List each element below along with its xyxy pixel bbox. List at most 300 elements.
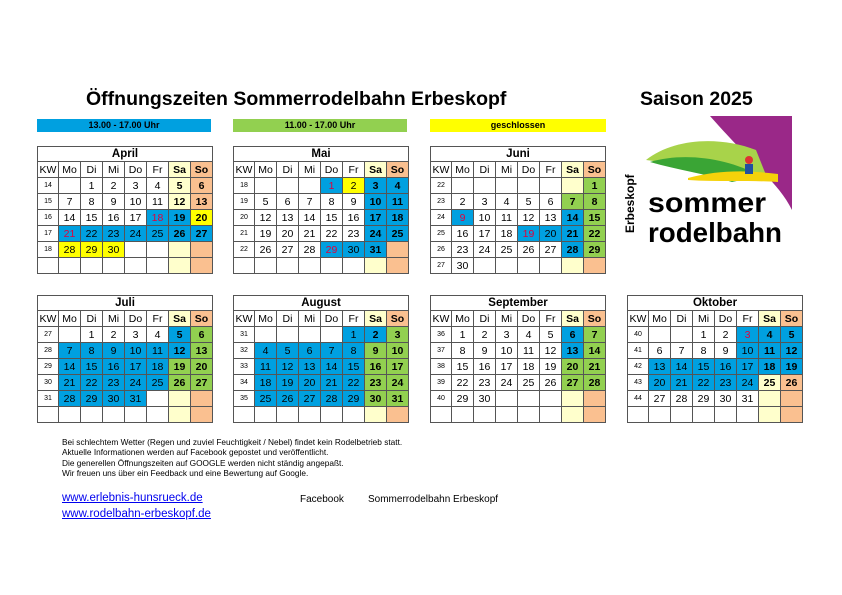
day-cell: 16 xyxy=(715,359,737,375)
day-cell: 19 xyxy=(540,359,562,375)
weekday-header: Fr xyxy=(147,162,169,178)
day-cell: 28 xyxy=(584,375,606,391)
weekday-header: Di xyxy=(474,162,496,178)
day-cell xyxy=(103,407,125,423)
weekday-header: Mo xyxy=(59,311,81,327)
weekday-header: Mi xyxy=(496,311,518,327)
month-name: Juni xyxy=(431,147,606,162)
day-cell: 16 xyxy=(103,359,125,375)
day-cell: 21 xyxy=(299,226,321,242)
weekday-header: Sa xyxy=(365,162,387,178)
weekday-header: Mo xyxy=(255,162,277,178)
week-number: 22 xyxy=(234,242,255,258)
day-cell: 15 xyxy=(81,210,103,226)
weekday-header: Fr xyxy=(343,311,365,327)
day-cell xyxy=(125,242,147,258)
week-row xyxy=(431,258,606,274)
week-number: 27 xyxy=(431,258,452,274)
weekday-header: KW xyxy=(38,162,59,178)
day-cell: 23 xyxy=(343,226,365,242)
day-cell: 12 xyxy=(255,210,277,226)
day-cell: 3 xyxy=(125,178,147,194)
note-line: Die generellen Öffnungszeiten auf GOOGLE werden nicht ständig angepaßt. xyxy=(62,457,344,468)
week-number: 16 xyxy=(38,210,59,226)
day-cell: 9 xyxy=(343,194,365,210)
day-cell: 21 xyxy=(584,359,606,375)
day-cell: 8 xyxy=(81,194,103,210)
day-cell: 16 xyxy=(474,359,496,375)
day-cell: 31 xyxy=(387,391,409,407)
day-cell: 31 xyxy=(125,391,147,407)
weekday-header: Sa xyxy=(562,311,584,327)
week-row xyxy=(38,194,213,210)
day-cell: 25 xyxy=(255,391,277,407)
day-cell: 13 xyxy=(299,359,321,375)
day-cell: 23 xyxy=(452,242,474,258)
week-number: 26 xyxy=(431,242,452,258)
day-cell: 29 xyxy=(321,242,343,258)
day-cell xyxy=(562,407,584,423)
week-number: 36 xyxy=(431,327,452,343)
day-cell: 19 xyxy=(169,210,191,226)
day-cell: 4 xyxy=(255,343,277,359)
day-cell: 24 xyxy=(474,242,496,258)
week-number: 34 xyxy=(234,375,255,391)
day-cell xyxy=(277,327,299,343)
day-cell: 13 xyxy=(649,359,671,375)
day-cell xyxy=(518,178,540,194)
day-cell xyxy=(387,258,409,274)
link-rodelbahn-erbeskopf[interactable]: www.rodelbahn-erbeskopf.de xyxy=(62,508,211,520)
week-number: 41 xyxy=(628,343,649,359)
week-number: 42 xyxy=(628,359,649,375)
day-cell: 30 xyxy=(452,258,474,274)
week-row xyxy=(234,359,409,375)
day-cell: 31 xyxy=(737,391,759,407)
day-cell xyxy=(781,391,803,407)
weekday-header: Mi xyxy=(299,311,321,327)
weekday-header: Fr xyxy=(540,162,562,178)
weekday-header: KW xyxy=(431,162,452,178)
day-cell: 14 xyxy=(562,210,584,226)
week-row xyxy=(628,359,803,375)
week-number: 29 xyxy=(38,359,59,375)
weekday-header: Mo xyxy=(452,311,474,327)
day-cell: 8 xyxy=(321,194,343,210)
week-row xyxy=(38,407,213,423)
month-table-oktober xyxy=(627,295,803,423)
day-cell: 8 xyxy=(81,343,103,359)
logo-text-line1: sommer xyxy=(648,187,767,218)
day-cell xyxy=(540,391,562,407)
day-cell xyxy=(277,178,299,194)
day-cell xyxy=(299,258,321,274)
day-cell xyxy=(474,407,496,423)
day-cell: 7 xyxy=(671,343,693,359)
legend-yellow: geschlossen xyxy=(430,119,606,132)
day-cell xyxy=(343,258,365,274)
day-cell: 9 xyxy=(103,343,125,359)
day-cell xyxy=(299,178,321,194)
day-cell: 1 xyxy=(343,327,365,343)
day-cell xyxy=(125,407,147,423)
day-cell xyxy=(125,258,147,274)
day-cell xyxy=(474,258,496,274)
day-cell: 27 xyxy=(299,391,321,407)
day-cell: 4 xyxy=(759,327,781,343)
info-notes xyxy=(62,437,402,478)
day-cell: 21 xyxy=(321,375,343,391)
week-row xyxy=(234,407,409,423)
day-cell: 25 xyxy=(147,226,169,242)
weekday-header: Di xyxy=(474,311,496,327)
day-cell: 7 xyxy=(299,194,321,210)
day-cell: 26 xyxy=(277,391,299,407)
day-cell xyxy=(518,407,540,423)
day-cell: 3 xyxy=(474,194,496,210)
day-cell: 2 xyxy=(452,194,474,210)
day-cell: 10 xyxy=(387,343,409,359)
weekday-header: So xyxy=(584,162,606,178)
day-cell: 7 xyxy=(59,194,81,210)
day-cell xyxy=(540,258,562,274)
weekday-header: Do xyxy=(125,162,147,178)
weekday-header: Do xyxy=(715,311,737,327)
week-number xyxy=(38,258,59,274)
day-cell xyxy=(584,407,606,423)
day-cell xyxy=(299,327,321,343)
week-number: 39 xyxy=(431,375,452,391)
logo-person-icon xyxy=(745,156,753,164)
day-cell: 18 xyxy=(147,210,169,226)
week-number: 18 xyxy=(234,178,255,194)
week-number: 38 xyxy=(431,359,452,375)
month-table-september xyxy=(430,295,606,423)
day-cell: 24 xyxy=(737,375,759,391)
week-row xyxy=(234,210,409,226)
day-cell xyxy=(255,178,277,194)
day-cell: 19 xyxy=(255,226,277,242)
day-cell xyxy=(387,407,409,423)
day-cell: 20 xyxy=(191,210,213,226)
week-row xyxy=(38,242,213,258)
day-cell: 2 xyxy=(103,178,125,194)
day-cell: 9 xyxy=(103,194,125,210)
day-cell: 29 xyxy=(584,242,606,258)
day-cell xyxy=(191,407,213,423)
day-cell: 5 xyxy=(781,327,803,343)
note-line: Bei schlechtem Wetter (Regen und zuviel Feuchtigkeit / Nebel) findet kein Rodelbetrieb statt. xyxy=(62,437,403,447)
week-row xyxy=(234,242,409,258)
day-cell: 7 xyxy=(321,343,343,359)
week-number: 27 xyxy=(38,327,59,343)
day-cell: 10 xyxy=(125,343,147,359)
weekday-header: So xyxy=(191,311,213,327)
day-cell: 11 xyxy=(496,210,518,226)
day-cell: 25 xyxy=(147,375,169,391)
day-cell: 13 xyxy=(540,210,562,226)
day-cell: 12 xyxy=(540,343,562,359)
day-cell xyxy=(562,391,584,407)
week-number: 40 xyxy=(431,391,452,407)
week-row xyxy=(431,327,606,343)
week-row xyxy=(38,359,213,375)
day-cell: 26 xyxy=(518,242,540,258)
day-cell xyxy=(255,258,277,274)
weekday-header: KW xyxy=(628,311,649,327)
day-cell xyxy=(562,178,584,194)
day-cell: 15 xyxy=(321,210,343,226)
day-cell: 22 xyxy=(81,226,103,242)
day-cell: 9 xyxy=(365,343,387,359)
facebook-page-name: Sommerrodelbahn Erbeskopf xyxy=(368,494,499,505)
week-row xyxy=(234,194,409,210)
week-row xyxy=(431,210,606,226)
week-number: 17 xyxy=(38,226,59,242)
day-cell: 5 xyxy=(169,178,191,194)
day-cell xyxy=(737,407,759,423)
day-cell xyxy=(518,258,540,274)
day-cell: 9 xyxy=(474,343,496,359)
day-cell: 13 xyxy=(277,210,299,226)
day-cell xyxy=(496,407,518,423)
weekday-header: Mo xyxy=(452,162,474,178)
day-cell xyxy=(496,391,518,407)
day-cell: 7 xyxy=(59,343,81,359)
day-cell: 28 xyxy=(562,242,584,258)
day-cell: 6 xyxy=(191,178,213,194)
day-cell: 12 xyxy=(781,343,803,359)
day-cell: 29 xyxy=(452,391,474,407)
day-cell: 9 xyxy=(452,210,474,226)
day-cell: 26 xyxy=(169,226,191,242)
note-line: Aktuelle Informationen werden auf Facebook gepostet und veröffentlicht. xyxy=(62,447,329,458)
weekday-header: KW xyxy=(431,311,452,327)
day-cell xyxy=(147,242,169,258)
day-cell: 6 xyxy=(649,343,671,359)
day-cell xyxy=(59,407,81,423)
day-cell xyxy=(759,407,781,423)
day-cell xyxy=(59,178,81,194)
week-row xyxy=(431,375,606,391)
weekday-header: Fr xyxy=(343,162,365,178)
month-name: Mai xyxy=(234,147,409,162)
day-cell: 23 xyxy=(103,226,125,242)
day-cell: 3 xyxy=(737,327,759,343)
day-cell: 20 xyxy=(562,359,584,375)
day-cell: 17 xyxy=(125,359,147,375)
day-cell xyxy=(671,327,693,343)
month-table-juni xyxy=(430,146,606,274)
day-cell xyxy=(277,258,299,274)
day-cell xyxy=(255,407,277,423)
day-cell xyxy=(321,258,343,274)
week-number: 44 xyxy=(628,391,649,407)
week-row xyxy=(431,178,606,194)
week-row xyxy=(234,343,409,359)
week-number: 33 xyxy=(234,359,255,375)
month-name: September xyxy=(431,296,606,311)
day-cell: 10 xyxy=(125,194,147,210)
day-cell: 20 xyxy=(299,375,321,391)
week-number xyxy=(234,258,255,274)
day-cell: 11 xyxy=(387,194,409,210)
day-cell: 2 xyxy=(343,178,365,194)
week-row xyxy=(431,242,606,258)
week-number: 37 xyxy=(431,343,452,359)
week-number: 40 xyxy=(628,327,649,343)
day-cell xyxy=(671,407,693,423)
day-cell: 29 xyxy=(81,391,103,407)
day-cell: 8 xyxy=(584,194,606,210)
weekday-header: Sa xyxy=(562,162,584,178)
day-cell xyxy=(81,407,103,423)
note-line: Wir freuen uns über ein Feedback und eine Bewertung auf Google. xyxy=(62,467,309,478)
day-cell xyxy=(496,178,518,194)
day-cell: 18 xyxy=(147,359,169,375)
legend-green: 11.00 - 17.00 Uhr xyxy=(233,119,407,132)
day-cell xyxy=(191,258,213,274)
week-number: 25 xyxy=(431,226,452,242)
day-cell: 12 xyxy=(169,343,191,359)
link-erlebnis-hunsrueck[interactable]: www.erlebnis-hunsrueck.de xyxy=(62,492,203,504)
month-table-mai xyxy=(233,146,409,274)
week-row xyxy=(38,226,213,242)
day-cell: 27 xyxy=(649,391,671,407)
day-cell: 23 xyxy=(103,375,125,391)
week-row xyxy=(234,178,409,194)
day-cell: 28 xyxy=(59,391,81,407)
day-cell xyxy=(59,258,81,274)
day-cell: 5 xyxy=(169,327,191,343)
day-cell: 1 xyxy=(452,327,474,343)
weekday-header: KW xyxy=(234,311,255,327)
day-cell: 19 xyxy=(781,359,803,375)
week-number: 32 xyxy=(234,343,255,359)
week-number xyxy=(628,407,649,423)
day-cell: 27 xyxy=(277,242,299,258)
day-cell: 6 xyxy=(562,327,584,343)
day-cell: 5 xyxy=(540,327,562,343)
weekday-header: Do xyxy=(321,311,343,327)
week-row xyxy=(628,407,803,423)
day-cell xyxy=(584,391,606,407)
day-cell: 4 xyxy=(147,327,169,343)
day-cell: 12 xyxy=(277,359,299,375)
day-cell xyxy=(169,407,191,423)
day-cell xyxy=(321,407,343,423)
week-number: 31 xyxy=(234,327,255,343)
day-cell: 14 xyxy=(671,359,693,375)
weekday-header: Sa xyxy=(365,311,387,327)
day-cell xyxy=(169,391,191,407)
month-name: April xyxy=(38,147,213,162)
day-cell xyxy=(452,407,474,423)
day-cell: 20 xyxy=(649,375,671,391)
weekday-header: So xyxy=(387,162,409,178)
day-cell: 19 xyxy=(277,375,299,391)
day-cell: 1 xyxy=(81,327,103,343)
rodelbahn-logo xyxy=(623,110,798,250)
day-cell: 20 xyxy=(191,359,213,375)
day-cell xyxy=(496,258,518,274)
month-table-april xyxy=(37,146,213,274)
day-cell: 2 xyxy=(715,327,737,343)
day-cell: 25 xyxy=(759,375,781,391)
day-cell: 5 xyxy=(255,194,277,210)
day-cell: 1 xyxy=(693,327,715,343)
day-cell: 26 xyxy=(169,375,191,391)
logo-text-line2: rodelbahn xyxy=(648,217,782,248)
day-cell: 4 xyxy=(518,327,540,343)
week-number: 14 xyxy=(38,178,59,194)
day-cell: 3 xyxy=(125,327,147,343)
day-cell: 10 xyxy=(737,343,759,359)
day-cell xyxy=(299,407,321,423)
day-cell: 11 xyxy=(759,343,781,359)
day-cell: 24 xyxy=(125,226,147,242)
day-cell: 21 xyxy=(671,375,693,391)
day-cell: 7 xyxy=(584,327,606,343)
day-cell xyxy=(759,391,781,407)
day-cell: 15 xyxy=(81,359,103,375)
day-cell: 23 xyxy=(365,375,387,391)
day-cell: 14 xyxy=(59,210,81,226)
day-cell: 15 xyxy=(584,210,606,226)
day-cell: 25 xyxy=(496,242,518,258)
day-cell xyxy=(365,407,387,423)
day-cell xyxy=(147,258,169,274)
day-cell: 13 xyxy=(191,343,213,359)
weekday-header: Do xyxy=(125,311,147,327)
week-number: 43 xyxy=(628,375,649,391)
weekday-header: Di xyxy=(81,311,103,327)
day-cell: 11 xyxy=(255,359,277,375)
day-cell: 10 xyxy=(496,343,518,359)
day-cell: 15 xyxy=(343,359,365,375)
week-row xyxy=(431,359,606,375)
day-cell: 11 xyxy=(147,194,169,210)
weekday-header: So xyxy=(781,311,803,327)
weekday-header: KW xyxy=(38,311,59,327)
day-cell: 6 xyxy=(540,194,562,210)
day-cell: 17 xyxy=(387,359,409,375)
day-cell: 18 xyxy=(387,210,409,226)
week-row xyxy=(431,343,606,359)
week-number: 22 xyxy=(431,178,452,194)
weekday-header: So xyxy=(387,311,409,327)
month-table-juli xyxy=(37,295,213,423)
day-cell: 21 xyxy=(59,375,81,391)
day-cell xyxy=(169,242,191,258)
week-number: 30 xyxy=(38,375,59,391)
facebook-label: Facebook xyxy=(300,494,344,505)
day-cell: 22 xyxy=(452,375,474,391)
day-cell: 15 xyxy=(693,359,715,375)
day-cell: 2 xyxy=(365,327,387,343)
day-cell: 25 xyxy=(387,226,409,242)
day-cell: 2 xyxy=(103,327,125,343)
day-cell: 12 xyxy=(169,194,191,210)
week-row xyxy=(38,375,213,391)
week-row xyxy=(628,343,803,359)
weekday-header: Do xyxy=(518,162,540,178)
day-cell: 1 xyxy=(81,178,103,194)
day-cell xyxy=(452,178,474,194)
week-row xyxy=(628,391,803,407)
month-name: Oktober xyxy=(628,296,803,311)
day-cell xyxy=(518,391,540,407)
